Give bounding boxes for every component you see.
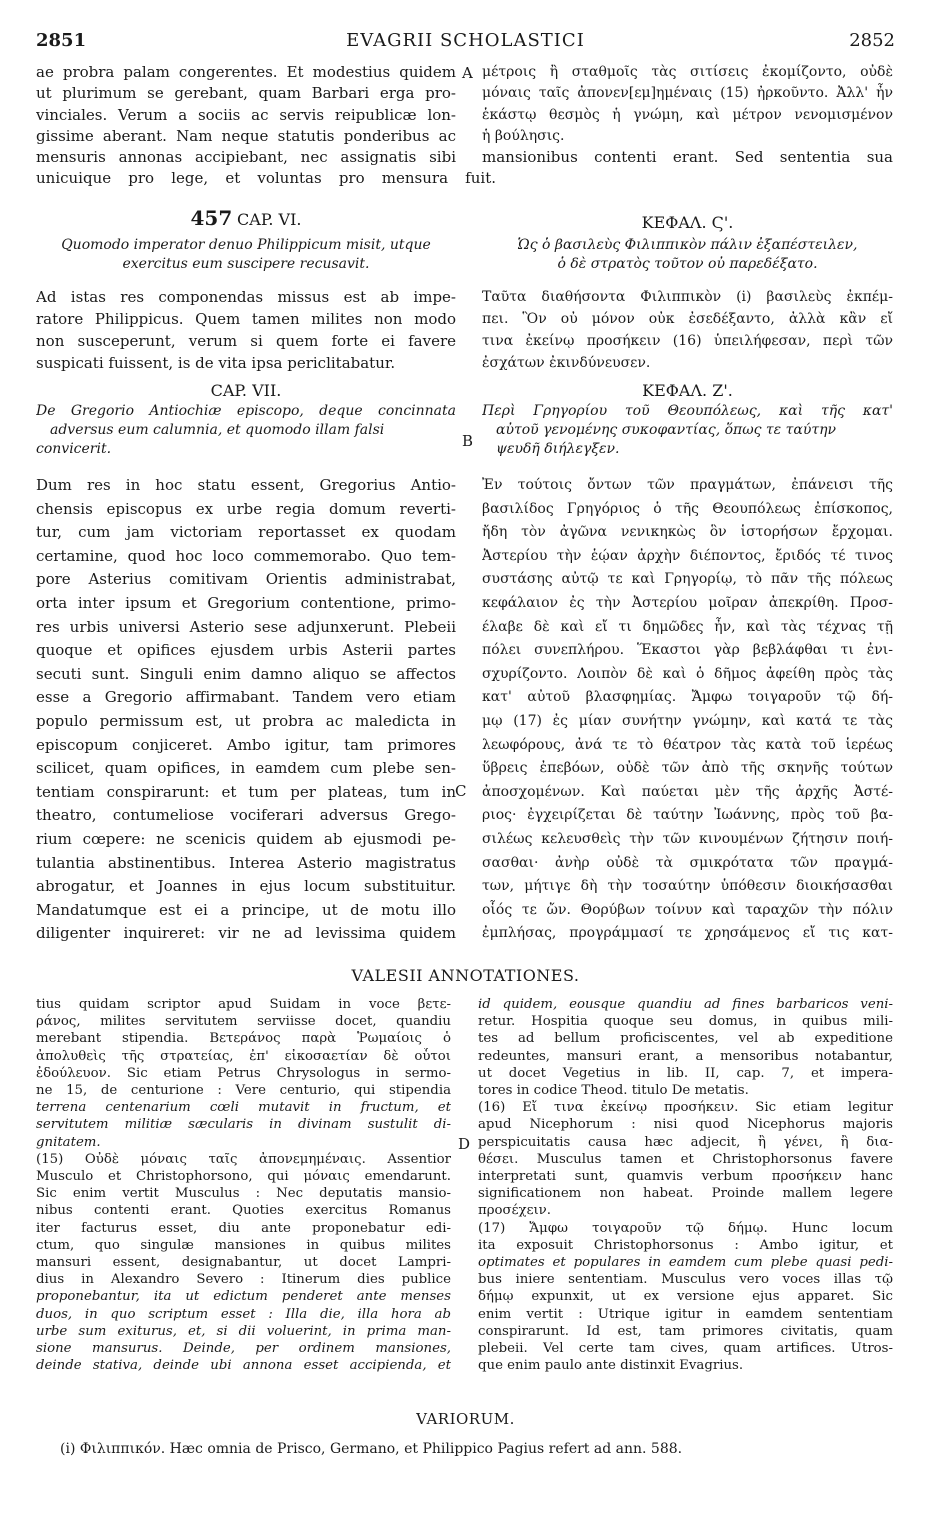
note-line: apud Nicephorum : nisi quod Nicephorus majoris xyxy=(478,1117,893,1133)
note-line: perspicuitatis causa hæc adjecit, ἢ γένει, ἢ δια- xyxy=(478,1134,893,1150)
note-line: ita exposuit Christophorsonus : Ambo igitur, et xyxy=(478,1237,893,1253)
cap6-greek-text xyxy=(482,286,893,374)
text-line: abrogatur, et Joannes in ejus locum substituitur. xyxy=(36,877,456,896)
text-line: μῳ (17) ἐς μίαν συνήτην γνώμην, καὶ κατά τε τὰς xyxy=(482,712,893,729)
text-line: orta inter ipsum et Gregorium contentione, primo- xyxy=(36,593,456,612)
text-line: ratore Philippicus. Quem tamen milites non modo xyxy=(36,310,456,328)
chapter-title: CAP. VII. xyxy=(210,381,282,400)
text-line: ἤδη τὸν ἀγῶνα νενικηκὼς ὃν ἱστορήσων ἔρχομαι. xyxy=(482,524,893,541)
cap6-greek-heading xyxy=(482,212,893,233)
text-line: ἐμπλήσας, προγράμμασί τε χρησάμενος εἴ τις κατ- xyxy=(482,925,893,942)
summary-line: De Gregorio Antiochiæ episcopo, deque concinnata xyxy=(36,403,456,419)
summary-line: Quomodo imperator denuo Philippicum misit, utque xyxy=(61,237,431,253)
note-line: interpretati sunt, quamvis verbum προσήκειν hanc xyxy=(478,1169,893,1185)
note-line: ctum, quo singulæ mansiones in quibus milites xyxy=(36,1237,451,1253)
text-line: σχυρίζοντο. Λοιπὸν δὲ καὶ ὁ δῆμος ἀφείθη πρὸς τὰς xyxy=(482,665,893,682)
summary-line: exercitus eum suscipere recusavit. xyxy=(122,256,370,272)
note-line: enim vertit : Utrique igitur in eamdem sententiam xyxy=(478,1306,893,1322)
summary-line: convicerit. xyxy=(36,441,112,457)
page-number-right: 2852 xyxy=(849,30,895,51)
margin-letter-a: A xyxy=(462,64,473,82)
text-line: mansionibus contenti erant. Sed sententia sua xyxy=(482,148,893,167)
text-line: Ἐν τούτοις ὄντων τῶν πραγμάτων, ἐπάνεισι τῆς xyxy=(482,477,893,493)
text-line: certamine, quod hoc loco commemorabo. Quo tem- xyxy=(36,546,456,565)
left-top-paragraph xyxy=(36,62,456,168)
cap6-latin-text xyxy=(36,286,456,374)
text-line: λεωφόρους, ἀνά τε τὸ θέατρον τὰς κατὰ τοῦ ἱερέως xyxy=(482,736,893,753)
running-header xyxy=(36,30,895,56)
text-line: secuti sunt. Singuli enim damno aliquo se affectos xyxy=(36,664,456,683)
note-line: plebeii. Vel certe tam cives, quam artifices. Utros- xyxy=(478,1341,893,1357)
note-line: mansuri essent, designabantur, ut docet Lampri- xyxy=(36,1255,451,1271)
note-line: tius quidam scriptor apud Suidam in voce βετε- xyxy=(36,997,451,1012)
note-line: ἀπολυθεὶς τῆς στρατείας, ἐπ' εἰκοσαετίαν δὲ οὗτοι xyxy=(36,1048,451,1064)
left-top-last-line xyxy=(36,168,496,189)
text-line: Mandatumque est ei a principe, ut de motu illo xyxy=(36,900,456,919)
chapter-title: ΚΕΦΑΛ. Ϛ'. xyxy=(641,213,734,232)
note-line: terrena centenarium cœli mutavit in fructum, et xyxy=(36,1100,451,1116)
note-line: optimates et populares in eamdem cum plebe quasi pedi- xyxy=(478,1255,893,1271)
text-line: τινα ἐκείνῳ προσήκειν (16) ὑπειλήφεσαν, περὶ τῶν xyxy=(482,333,893,349)
text-line: μόναις ταῖς ἀπονεν[εμ]ημέναις (15) ἠρκοῦντο. Ἀλλ' ἦν xyxy=(482,85,893,102)
text-line: ἐσχάτων ἐκινδύνευσεν. xyxy=(482,355,651,371)
note-line: ἐδούλευον. Sic etiam Petrus Chrysologus in sermo- xyxy=(36,1065,451,1081)
note-line: significationem non habeat. Proinde mallem legere xyxy=(478,1186,893,1202)
cap7-latin-summary xyxy=(36,402,456,459)
text-line: pore Asterius comitivam Orientis administrabat, xyxy=(36,570,456,589)
summary-line: ψευδῆ διήλεγξεν. xyxy=(496,441,620,457)
text-line: Ad istas res componendas missus est ab impe- xyxy=(36,288,456,306)
note-line: (17) Ἄμφω τοιγαροῦν τῷ δήμῳ. Hunc locum xyxy=(478,1220,893,1236)
text-line: ἑκάστῳ θεσμὸς ἡ γνώμη, καὶ μέτρον νενομισμένον xyxy=(482,106,893,123)
note-line: deinde stativa, deinde ubi annona esset accipienda, et xyxy=(36,1358,451,1374)
note-line: προσέχειν. xyxy=(478,1203,551,1219)
text-line: diligenter inquireret: vir ne ad levissima quidem xyxy=(36,924,456,943)
note-line: redeuntes, mansuri erant, a mensoribus notabantur, xyxy=(478,1048,893,1064)
cap6-latin-heading xyxy=(36,208,456,231)
note-line: ράνος, milites servitutem serviisse docet, quandiu xyxy=(36,1014,451,1030)
text-line: theatro, contumeliose vociferari adversus Grego- xyxy=(36,806,456,825)
text-line: ut plurimum se gerebant, quam Barbari erga pro- xyxy=(36,84,456,103)
margin-letter-b: B xyxy=(462,432,474,450)
text-line: vinciales. Verum a sociis ac servis reipublicæ lon- xyxy=(36,105,456,124)
cap7-greek-heading xyxy=(482,380,893,401)
text-line: tur, cum jam victoriam reportasset ex quodam xyxy=(36,523,456,542)
note-line: id quidem, eousque quandiu ad fines barbaricos veni- xyxy=(478,997,893,1012)
text-line: συστάσης αὐτῷ τε καὶ Γρηγορίῳ, τὸ πᾶν τῆς πόλεως xyxy=(482,571,893,588)
cap7-greek-summary xyxy=(482,402,893,459)
text-line: σασθαι· ἀνὴρ οὐδὲ τὰ σμικρότατα τῶν πραγμά- xyxy=(482,854,893,871)
note-line: conspirarunt. Id est, tam primores civitatis, quam xyxy=(478,1323,893,1339)
text-line: gissime aberant. Nam neque statutis ponderibus ac xyxy=(36,126,456,145)
text-line: έλαβε δὲ καὶ εἴ τι δημῶδες ἦν, καὶ τὰς τέχνας τῇ xyxy=(482,618,893,635)
text-line: populo permissum est, ut probra ac maledicta in xyxy=(36,711,456,730)
note-line: proponebantur, ita ut edictum penderet ante menses xyxy=(36,1289,451,1305)
text-line: ριος· ἐγχειρίζεται δὲ ταύτην Ἰωάννης, πρὸς τοῦ βα- xyxy=(482,807,893,824)
text-line: πόλει συνεπλήρου. Ἕκαστοι γὰρ βεβλάφθαι τι ἐνι- xyxy=(482,642,893,659)
text-line: κεφάλαιον ἐς τὴν Ἀστερίου μοῖραν ἀπεκρίθη. Προσ- xyxy=(482,594,893,611)
annotations-heading: VALESII ANNOTATIONES. xyxy=(351,966,580,985)
annotations-right-column xyxy=(478,996,893,1374)
note-line: ne 15, de centurione : Vere centurio, qui stipendia xyxy=(36,1083,451,1099)
page-number-left: 2851 xyxy=(36,30,87,51)
cap6-latin-summary xyxy=(36,236,456,274)
note-line: merebant stipendia. Βετεράνος παρὰ Ῥωμαίοις ὁ xyxy=(36,1031,451,1047)
text-line: ὕβρεις ἐπεβόων, οὐδὲ τῶν ἀπὸ τῆς σκηνῆς τούτων xyxy=(482,760,893,777)
note-line: ut docet Vegetius in lib. II, cap. 7, et impera- xyxy=(478,1065,893,1081)
margin-letter-d: D xyxy=(458,1135,471,1153)
note-line: urbe sum exiturus, et, si dii voluerint, in prima man- xyxy=(36,1323,451,1339)
text-line: rium cœpere: ne scenicis quidem ab ejusmodi pe- xyxy=(36,829,456,848)
text-line: ἡ βούλησις. xyxy=(482,127,565,144)
cap7-latin-text xyxy=(36,474,456,946)
note-line: sione mansurus. Deinde, per ordinem mansiones, xyxy=(36,1341,451,1357)
note-line: que enim paulo ante distinxit Evagrius. xyxy=(478,1358,744,1374)
variorum-heading: VARIORUM. xyxy=(416,1410,515,1428)
annotations-left-column xyxy=(36,996,451,1374)
text-line: σιλέως κελευσθεὶς τὴν τῶν κινουμένων ζήτησιν ποιή- xyxy=(482,830,893,847)
text-line: unicuique pro lege, et voluntas pro mensura fuit. xyxy=(36,169,496,187)
col-number: 457 xyxy=(190,208,233,230)
text-line: tulantia abstinentibus. Interea Asterio magistratus xyxy=(36,853,456,872)
note-line: iter facturus esset, diu ante proponebatur edi- xyxy=(36,1220,451,1236)
margin-letter-c: C xyxy=(455,782,467,800)
note-line: tores in codice Theod. titulo De metatis. xyxy=(478,1083,749,1099)
chapter-title: ΚΕΦΑΛ. Ζ'. xyxy=(642,381,733,400)
summary-line: ὁ δὲ στρατὸς τοῦτον οὐ παρεδέξατο. xyxy=(557,256,818,272)
text-line: esse a Gregorio affirmabant. Tandem vero etiam xyxy=(36,688,456,707)
text-line: μέτροις ἢ σταθμοῖς τὰς σιτίσεις ἐκομίζοντο, οὐδὲ xyxy=(482,64,893,80)
text-line: ae probra palam congerentes. Et modestius quidem xyxy=(36,63,456,81)
cap7-latin-heading xyxy=(36,380,456,401)
note-line: servitutem militiæ sæcularis in divinam sustulit di- xyxy=(36,1117,451,1133)
note-line: (15) Οὐδὲ μόναις ταῖς ἀπονεμημέναις. Assentior xyxy=(36,1151,451,1167)
running-title: EVAGRII SCHOLASTICI xyxy=(346,30,585,51)
note-line: duos, in quo scriptum esset : Illa die, illa hora ab xyxy=(36,1306,451,1322)
text-line: Dum res in hoc statu essent, Gregorius Antio- xyxy=(36,476,456,494)
text-line: non susceperunt, verum si quem forte ei favere xyxy=(36,332,456,350)
summary-line: Περὶ Γρηγορίου τοῦ Θεουπόλεως, καὶ τῆς κατ' xyxy=(482,403,893,419)
note-line: retur. Hospitia quoque seu domus, in quibus mili- xyxy=(478,1014,893,1030)
summary-line: adversus eum calumnia, et quomodo illam falsi xyxy=(50,422,385,438)
text-line: episcopum conjiceret. Ambo igitur, tam primores xyxy=(36,735,456,754)
text-line: suspicati fuissent, is de vita ipsa periclitabatur. xyxy=(36,354,396,372)
note-line: nibus contenti erant. Quoties exercitus Romanus xyxy=(36,1203,451,1219)
note-line: Sic enim vertit Musculus : Nec deputatis mansio- xyxy=(36,1186,451,1202)
chapter-title: CAP. VI. xyxy=(237,210,302,229)
note-line: θέσει. Musculus tamen et Christophorsonus favere xyxy=(478,1151,893,1167)
text-line: Ἀστερίου τὴν ἑῴαν ἀρχὴν διέποντος, ἔριδός τέ τινος xyxy=(482,547,893,564)
note-line: (16) Εἴ τινα ἐκείνῳ προσήκειν. Sic etiam legitur xyxy=(478,1100,893,1116)
text-line: πει. Ὃν οὐ μόνον οὐκ ἐσεδέξαντο, ἀλλὰ κἂν εἴ xyxy=(482,311,893,327)
note-line: gnitatem. xyxy=(36,1134,101,1150)
text-line: res urbis universi Asterio sese adjunxerunt. Plebeii xyxy=(36,617,456,636)
summary-line: Ὡς ὁ βασιλεὺς Φιλιππικὸν πάλιν ἐξαπέστειλεν, xyxy=(517,237,858,253)
note-line: tes ad bellum proficiscentes, vel ab expeditione xyxy=(478,1031,893,1047)
note-line: bus iniere sententiam. Musculus vero voces illas τῷ xyxy=(478,1272,893,1288)
text-line: scilicet, quam opifices, in eamdem cum plebe sen- xyxy=(36,759,456,778)
text-line: quoque et opifices ejusdem urbis Asterii partes xyxy=(36,641,456,660)
note-line: Musculo et Christophorsono, qui μόναις emendarunt. xyxy=(36,1169,451,1185)
cap7-greek-text xyxy=(482,474,893,946)
cap6-greek-summary xyxy=(482,236,893,274)
text-line: chensis episcopus ex urbe regia domum reverti- xyxy=(36,499,456,518)
right-top-paragraph xyxy=(482,62,893,168)
variorum-note: (i) Φιλιππικόν. Hæc omnia de Prisco, Germano, et Philippico Pagius refert ad ann. 588. xyxy=(60,1441,683,1457)
summary-line: αὐτοῦ γενομένης συκοφαντίας, ὅπως τε ταύτην xyxy=(496,422,836,438)
text-line: βασιλίδος Γρηγόριος ὁ τῆς Θεουπόλεως ἐπίσκοπος, xyxy=(482,500,893,517)
text-line: οἷός τε ὤν. Θορύβων τοίνυν καὶ ταραχῶν τὴν πόλιν xyxy=(482,901,893,918)
text-line: Ταῦτα διαθήσοντα Φιλιππικὸν (i) βασιλεὺς ἐκπέμ- xyxy=(482,289,893,305)
text-line: tentiam conspirarunt: et tum per plateas, tum in xyxy=(36,782,456,801)
text-line: κατ' αὐτοῦ βλασφημίας. Ἄμφω τοιγαροῦν τῷ δή- xyxy=(482,689,893,706)
text-line: ἀποσχομένων. Καὶ παύεται μὲν τῆς ἀρχῆς Ἀστέ- xyxy=(482,783,893,800)
note-line: δήμῳ expunxit, ut ex versione ejus apparet. Sic xyxy=(478,1289,893,1305)
text-line: των, μήτιγε δὴ τὴν τοσαύτην ὑπόθεσιν διοικήσασθαι xyxy=(482,878,893,895)
text-line: mensuris annonas accipiebant, nec assignatis sibi xyxy=(36,148,456,167)
note-line: dius in Alexandro Severo : Itinerum dies publice xyxy=(36,1272,451,1288)
